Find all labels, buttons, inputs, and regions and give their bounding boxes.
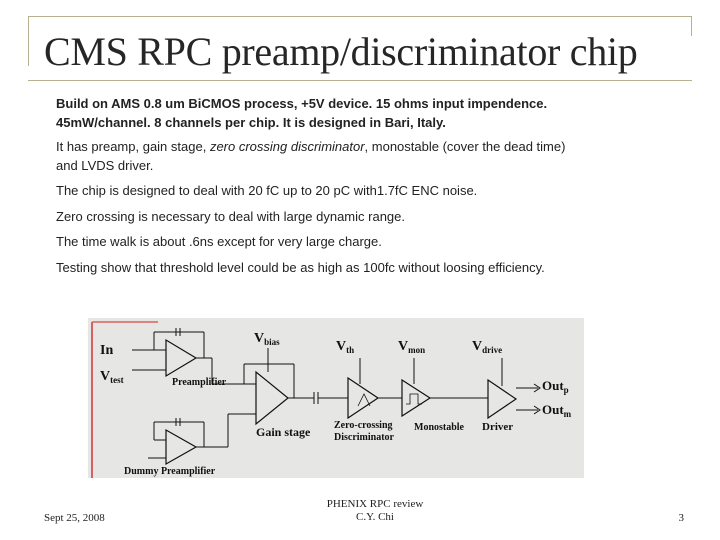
label-preamplifier: Preamplifier bbox=[172, 377, 227, 388]
paragraph-process bbox=[56, 94, 547, 132]
footer-date: Sept 25, 2008 bbox=[44, 512, 105, 524]
paragraph-text: and LVDS driver. bbox=[56, 158, 154, 173]
label-monostable: Monostable bbox=[414, 422, 464, 433]
paragraph-line: Build on AMS 0.8 um BiCMOS process, +5V device. 15 ohms input impendence. bbox=[56, 96, 548, 111]
circuit-diagram bbox=[88, 318, 584, 478]
paragraph-testing: Testing show that threshold level could be as high as 100fc without loosing efficiency. bbox=[56, 260, 545, 275]
footer-author: C.Y. Chi bbox=[355, 511, 394, 523]
frame-right-line bbox=[691, 16, 692, 36]
paragraph-structure bbox=[56, 137, 565, 175]
label-zero-crossing-2: Discriminator bbox=[334, 432, 394, 443]
label-out-p: Out$_p$ bbox=[542, 378, 569, 395]
label-v-bias: $V_{bias}$ bbox=[254, 331, 280, 347]
dummy-preamplifier-symbol bbox=[166, 430, 196, 464]
title-rule bbox=[28, 80, 692, 81]
monostable-symbol bbox=[402, 380, 430, 416]
slide-title: CMS RPC preamp/discriminator chip bbox=[44, 29, 638, 74]
paragraph-emphasis: zero crossing discriminator bbox=[209, 139, 365, 154]
circuit-schematic bbox=[88, 318, 584, 478]
paragraph-time-walk: The time walk is about .6ns except for very large charge. bbox=[56, 234, 382, 249]
label-v-drive: $V_{drive}$ bbox=[472, 339, 503, 355]
label-out-m: Out$_m$ bbox=[542, 402, 572, 419]
page-number: 3 bbox=[678, 512, 684, 524]
frame-top-line bbox=[28, 16, 692, 17]
label-gain-stage: Gain stage bbox=[256, 425, 311, 439]
footer-event: PHENIX RPC review bbox=[326, 498, 424, 510]
label-v-mon: $V_{mon}$ bbox=[398, 339, 426, 355]
footer-center bbox=[300, 498, 450, 524]
preamplifier-symbol bbox=[166, 340, 196, 376]
label-v-th: $V_{th}$ bbox=[336, 339, 355, 355]
gain-stage-symbol bbox=[256, 372, 288, 424]
label-in: In bbox=[100, 343, 114, 358]
label-v-test: $V_{test}$ bbox=[100, 369, 124, 385]
label-driver: Driver bbox=[482, 421, 514, 433]
label-dummy-preamplifier: Dummy Preamplifier bbox=[124, 466, 216, 477]
paragraph-line: 45mW/channel. 8 channels per chip. It is designed in Bari, Italy. bbox=[56, 115, 446, 130]
paragraph-zero-crossing: Zero crossing is necessary to deal with large dynamic range. bbox=[56, 209, 405, 224]
frame-left-line bbox=[28, 16, 29, 66]
paragraph-text: It has preamp, gain stage, bbox=[56, 139, 210, 154]
pulse-waveform bbox=[406, 394, 422, 404]
zero-crossing-symbol bbox=[348, 378, 378, 418]
paragraph-text: , monostable (cover the dead time) bbox=[364, 139, 566, 154]
paragraph-range: The chip is designed to deal with 20 fC up to 20 pC with1.7fC ENC noise. bbox=[56, 183, 478, 198]
label-zero-crossing-1: Zero-crossing bbox=[334, 420, 393, 431]
